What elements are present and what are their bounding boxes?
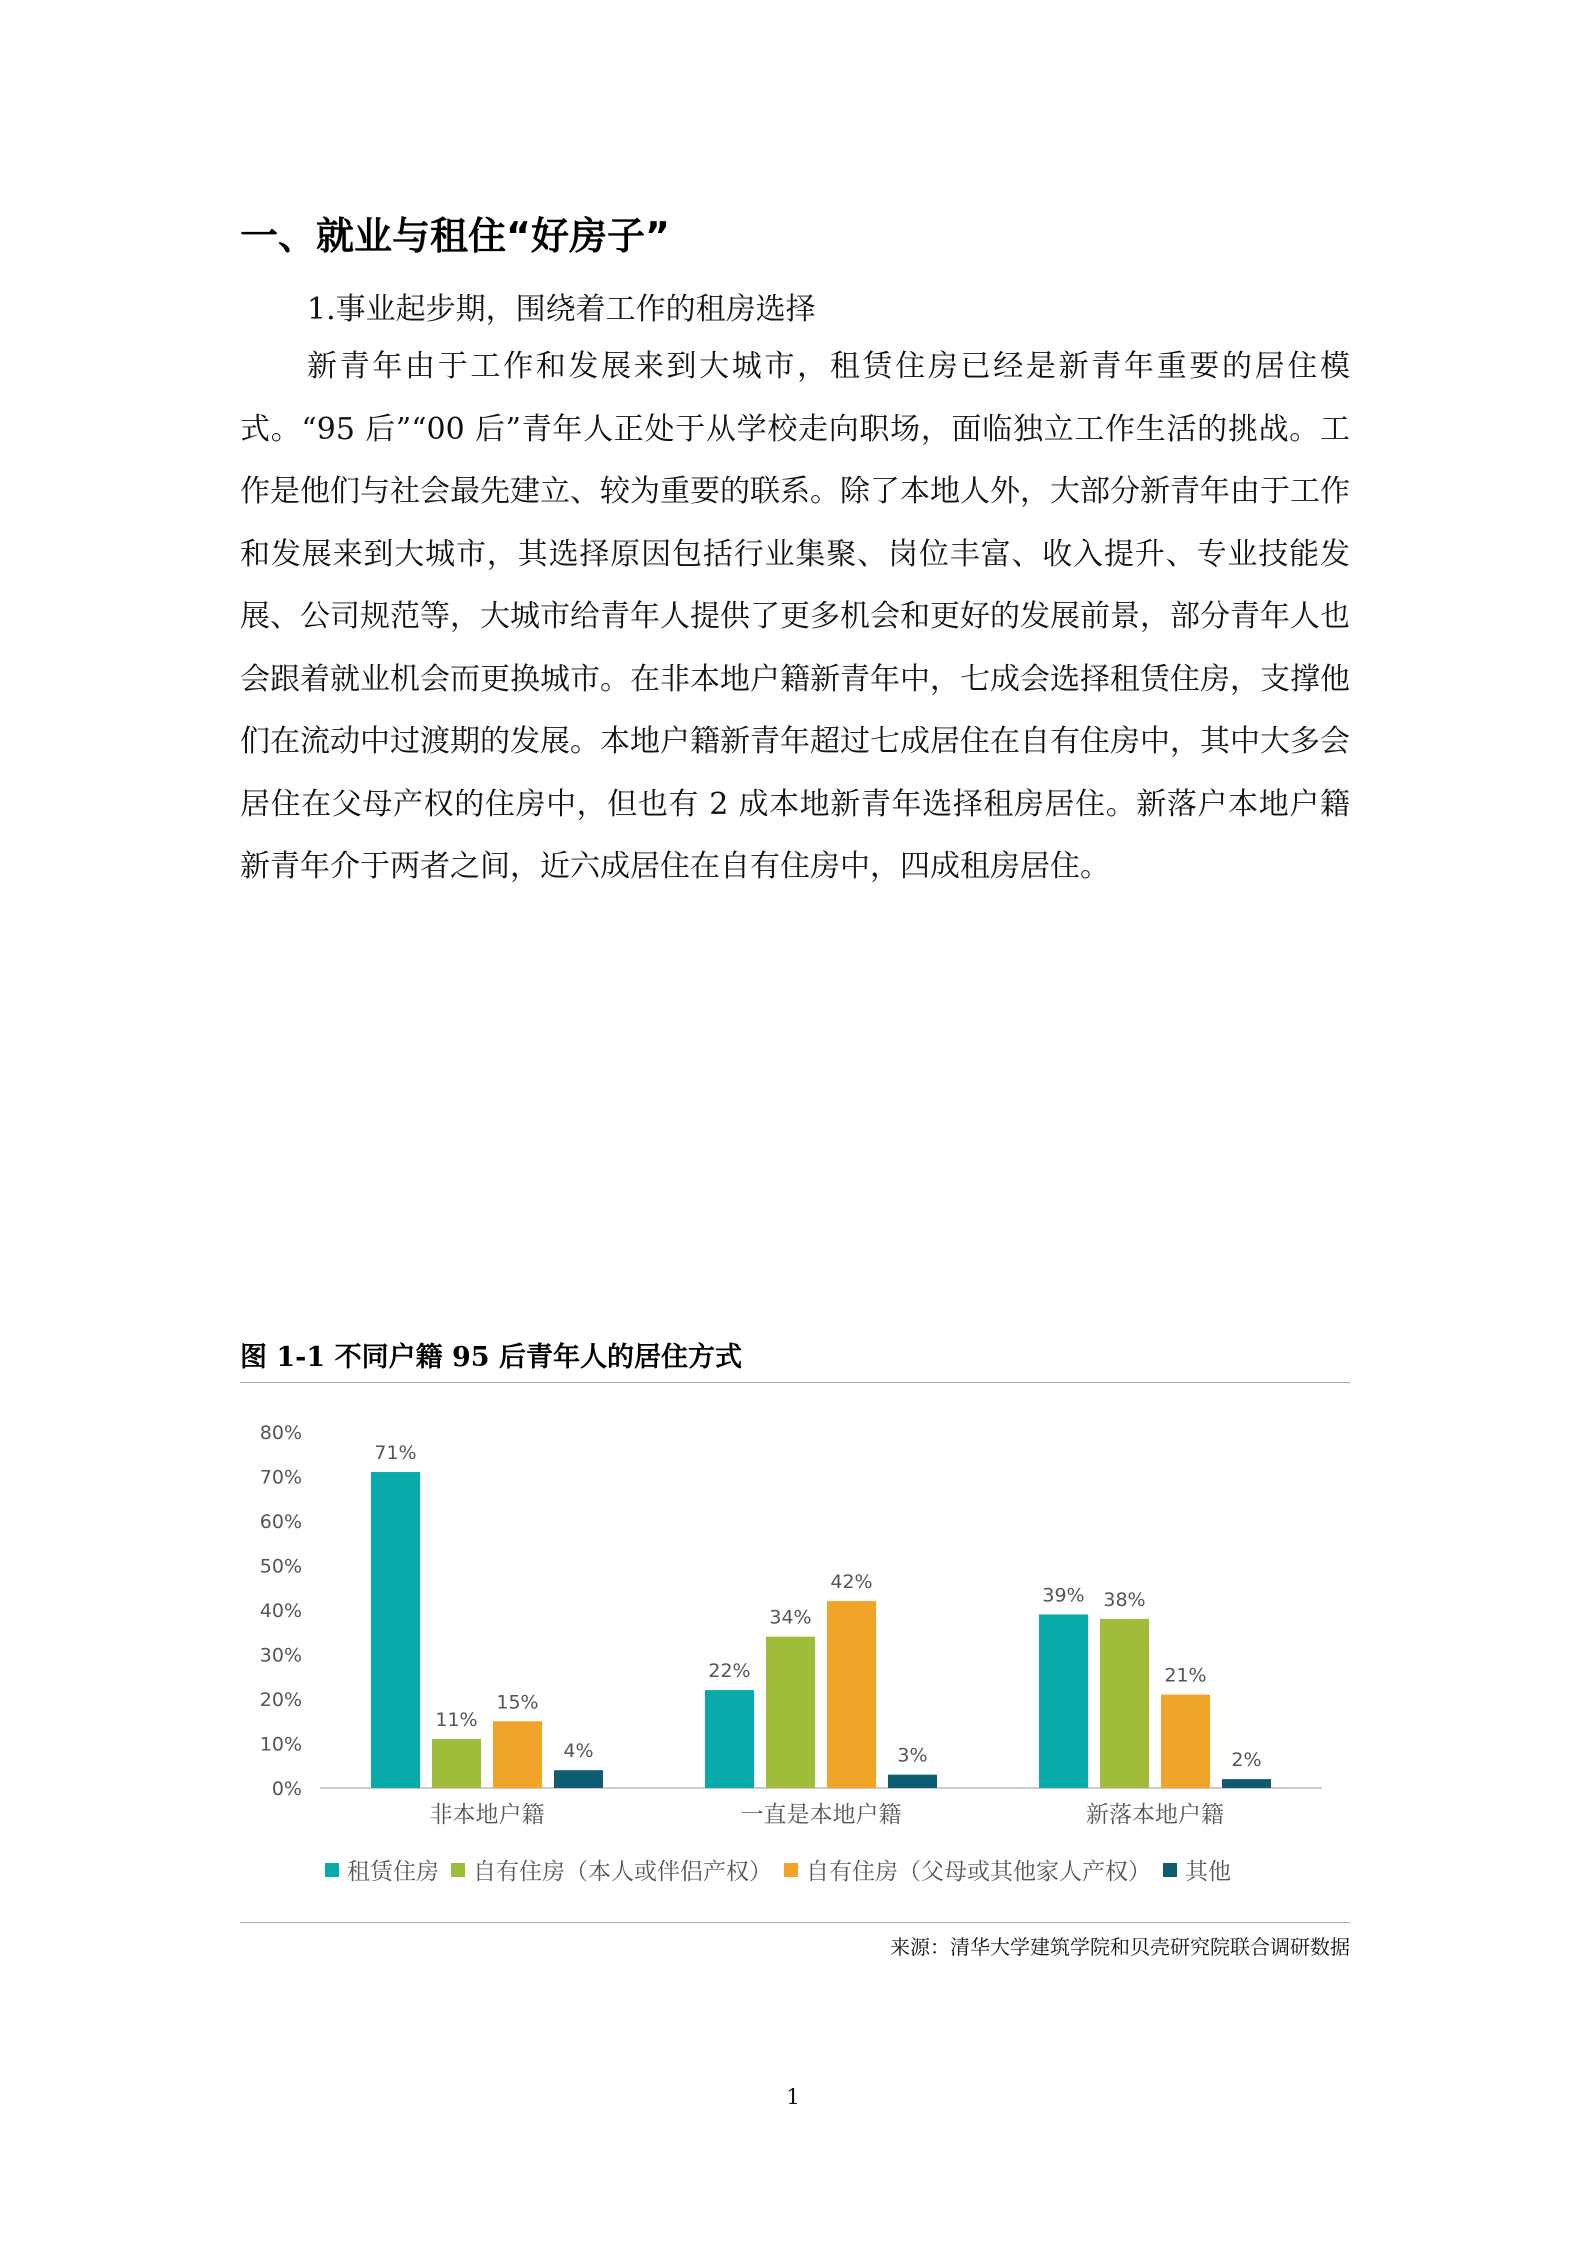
legend-label: 自有住房（本人或伴侣产权） — [473, 1859, 772, 1885]
bar — [705, 1690, 754, 1788]
legend-label: 其他 — [1185, 1859, 1231, 1885]
data-label: 39% — [1042, 1584, 1085, 1607]
bar-chart — [240, 1390, 1350, 1920]
y-tick-label: 20% — [259, 1689, 302, 1711]
data-label: 2% — [1231, 1749, 1262, 1772]
y-tick-label: 70% — [259, 1466, 302, 1489]
data-label: 38% — [1103, 1588, 1146, 1611]
data-label: 21% — [1164, 1664, 1207, 1687]
bar — [554, 1770, 603, 1788]
legend-item — [784, 1853, 1151, 1886]
legend-swatch — [1163, 1863, 1177, 1877]
x-tick-label: 新落本地户籍 — [1086, 1802, 1224, 1828]
data-label: 4% — [563, 1740, 594, 1763]
figure-top-rule — [240, 1382, 1350, 1383]
bar — [888, 1775, 937, 1788]
legend-swatch — [325, 1863, 339, 1877]
body-paragraph: 新青年由于工作和发展来到大城市，租赁住房已经是新青年重要的居住模式。“95 后”“00 后”青年人正处于从学校走向职场，面临独立工作生活的挑战。工作是他们与社会最先建立、较为重要的联系。除了本地人外，大部分新青年由于工作和发展来到大城市，其选择原因包括行业集聚、岗位丰富、收入提升、专业技能发展、公司规范等，大城市给青年人提供了更多机会和更好的发展前景，部分青年人也会跟着就业机会而更换城市。在非本地户籍新青年中，七成会选择租赁住房，支撑他们在流动中过渡期的发展。本地户籍新青年超过七成居住在自有住房中，其中大多会居住在父母产权的住房中，但也有 2 成本地新青年选择租房居住。新落户本地户籍新青年介于两者之间，近六成居住在自有住房中，四成租房居住。 — [240, 349, 1350, 884]
bar — [493, 1721, 542, 1788]
chart-legend — [325, 1853, 1243, 1886]
legend-item — [325, 1853, 439, 1886]
bar — [1161, 1695, 1210, 1788]
legend-label: 租赁住房 — [347, 1859, 439, 1885]
data-label: 71% — [374, 1442, 417, 1465]
y-tick-label: 10% — [259, 1733, 302, 1756]
bar — [432, 1739, 481, 1788]
legend-item — [1163, 1853, 1231, 1886]
data-label: 11% — [435, 1709, 478, 1732]
legend-swatch — [451, 1863, 465, 1877]
x-tick-label: 一直是本地户籍 — [740, 1802, 902, 1828]
x-tick-label: 非本地户籍 — [429, 1802, 545, 1828]
legend-item — [451, 1853, 772, 1886]
y-tick-label: 40% — [259, 1600, 302, 1622]
data-label: 15% — [496, 1691, 539, 1714]
y-tick-label: 30% — [259, 1644, 302, 1667]
subsection-heading: 1.事业起步期，围绕着工作的租房选择 — [307, 292, 816, 327]
data-label: 42% — [830, 1571, 873, 1594]
bar — [371, 1472, 420, 1788]
bar — [766, 1637, 815, 1788]
figure-title: 图 1-1 不同户籍 95 后青年人的居住方式 — [240, 1342, 742, 1373]
y-tick-label: 50% — [259, 1555, 302, 1578]
legend-label: 自有住房（父母或其他家人产权） — [806, 1859, 1151, 1885]
page-number: 1 — [786, 2085, 800, 2109]
y-tick-label: 80% — [259, 1422, 302, 1444]
bar — [1100, 1619, 1149, 1788]
data-label: 3% — [897, 1744, 928, 1767]
data-label: 22% — [708, 1660, 751, 1683]
section-heading: 一、就业与租住“好房子” — [240, 214, 670, 258]
bar — [1039, 1614, 1088, 1788]
data-label: 34% — [769, 1606, 812, 1629]
figure-source: 来源：清华大学建筑学院和贝壳研究院联合调研数据 — [890, 1935, 1350, 1959]
legend-swatch — [784, 1863, 798, 1877]
bar — [1222, 1779, 1271, 1788]
bar-chart-svg — [240, 1390, 1350, 1920]
bar — [827, 1601, 876, 1788]
y-tick-label: 0% — [271, 1778, 302, 1800]
figure-bottom-rule — [240, 1922, 1350, 1923]
y-tick-label: 60% — [259, 1511, 302, 1533]
